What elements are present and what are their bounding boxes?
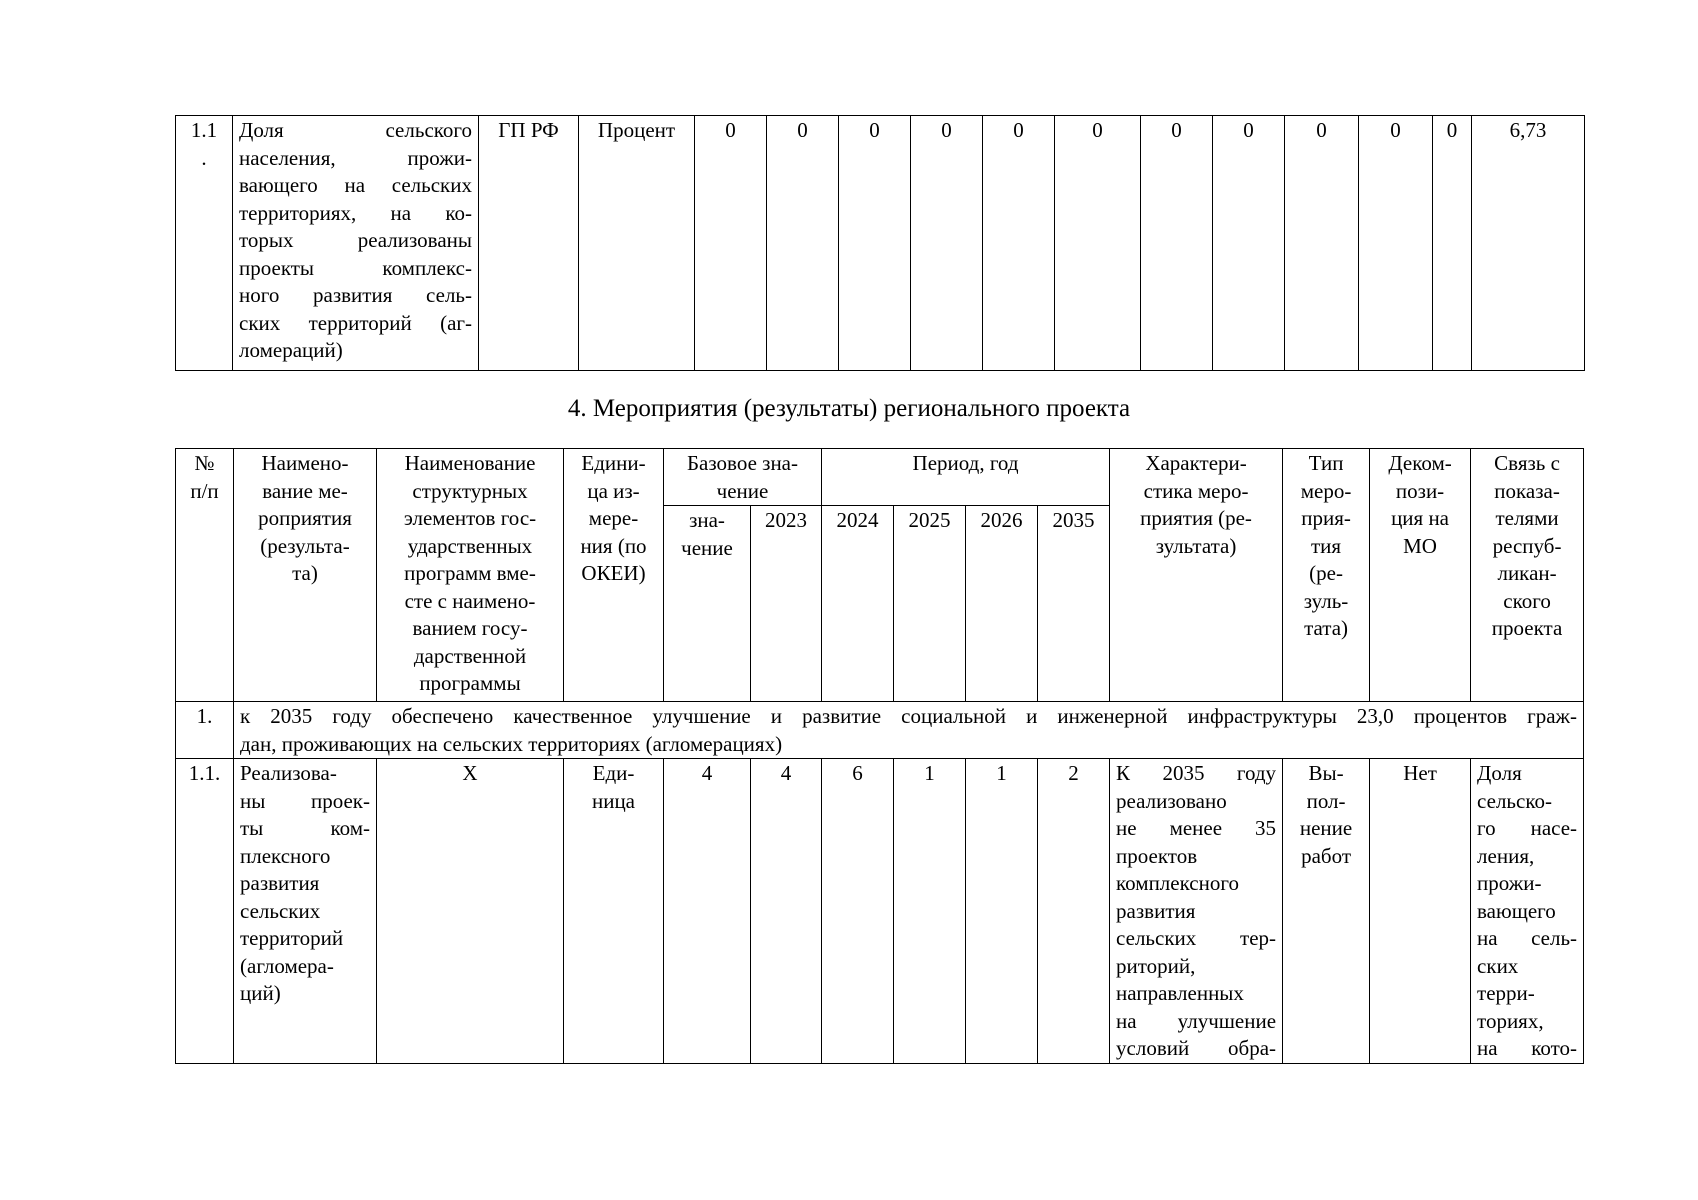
- header-row: [176, 449, 1584, 506]
- activity-structural-elements: Х: [377, 759, 564, 1064]
- indicator-row: [176, 116, 1585, 371]
- text-line: проектов: [1116, 843, 1198, 868]
- text-line: сельско-: [1477, 788, 1552, 813]
- indicator-value: 0: [1285, 116, 1359, 371]
- text-line: ций): [240, 981, 281, 1005]
- indicator-value: 0: [983, 116, 1055, 371]
- activity-number: 1.1.: [176, 759, 234, 1064]
- text-line: ских: [1477, 953, 1519, 978]
- header-link: Связь с показа- телями респуб- ликан- ского проекта: [1471, 449, 1584, 702]
- text-line: ломераций): [239, 338, 343, 362]
- text-line: на сель-: [1477, 926, 1578, 950]
- text-line: Доля: [1477, 761, 1522, 785]
- text-line: вающего: [1477, 898, 1556, 923]
- header-year: 2024: [822, 506, 894, 702]
- text-line: ториях,: [1477, 1008, 1544, 1033]
- header-year: 2026: [966, 506, 1038, 702]
- text-line: комплексного: [1116, 871, 1239, 895]
- text-line: торых реализованы: [239, 228, 472, 252]
- text-line: ления,: [1477, 843, 1535, 868]
- text-line: территориях, на ко-: [239, 200, 472, 225]
- text-line: К 2035 году: [1116, 761, 1277, 785]
- text-line: проекты комплекс-: [239, 255, 472, 280]
- indicator-number: 1.1 .: [176, 116, 233, 371]
- text-line: риторий,: [1116, 953, 1196, 978]
- text-line: Доля сельского: [239, 118, 472, 142]
- activity-type: Вы- пол- нение работ: [1283, 759, 1370, 1064]
- text-line: (агломера-: [240, 953, 334, 978]
- task-text: [234, 702, 1584, 759]
- indicator-last-value: 6,73: [1472, 116, 1585, 371]
- header-activity-name: Наимено- вание ме- роприятия (результа- та): [234, 449, 377, 702]
- task-number: 1.: [176, 702, 234, 759]
- indicator-value: 0: [911, 116, 983, 371]
- text-line: дан, проживающих на сельских территориях (агломерациях): [240, 731, 783, 756]
- text-line: ны проек-: [240, 788, 370, 813]
- text-line: населения, прожи-: [239, 145, 472, 170]
- indicator-value: 0: [695, 116, 767, 371]
- indicator-name: [233, 116, 479, 371]
- indicator-value: 0: [1213, 116, 1285, 371]
- indicator-value: 0: [1433, 116, 1472, 371]
- header-structural-elements: Наименование структурных элементов гос- ударственных программ вме- сте с наимено- ванием госу- дарственной программы: [377, 449, 564, 702]
- text-line: на улучшение: [1116, 1008, 1277, 1033]
- text-line: сельских тер-: [1116, 926, 1277, 950]
- header-type: Тип меро- прия- тия (ре- зуль- тата): [1283, 449, 1370, 702]
- text-line: территорий: [240, 926, 344, 950]
- header-year: 2025: [894, 506, 966, 702]
- text-line: не менее 35: [1116, 816, 1277, 840]
- activities-table: [175, 448, 1584, 1064]
- header-year: 2035: [1038, 506, 1110, 702]
- activity-year-value: 1: [894, 759, 966, 1064]
- indicator-unit: Процент: [579, 116, 695, 371]
- activity-year-value: 6: [822, 759, 894, 1064]
- text-line: Реализова-: [240, 761, 337, 785]
- header-base-value-value: зна- чение: [664, 506, 751, 702]
- activity-link: [1471, 759, 1584, 1064]
- activity-year-value: 1: [966, 759, 1038, 1064]
- indicator-value: 0: [1055, 116, 1141, 371]
- text-line: к 2035 году обеспечено качественное улучшение и развитие социальной и инженерной инфраструктуры 23,0 процентов граж-: [240, 704, 1578, 728]
- indicator-value: 0: [1141, 116, 1213, 371]
- activity-base-value: 4: [664, 759, 751, 1064]
- text-line: терри-: [1477, 981, 1535, 1005]
- header-base-year: 2023: [751, 506, 822, 702]
- text-line: вающего на сельских: [239, 173, 472, 197]
- text-line: на кото-: [1477, 1036, 1578, 1060]
- text-line: прожи-: [1477, 871, 1542, 895]
- activity-unit: Еди- ница: [564, 759, 664, 1064]
- text-line: ного развития сель-: [239, 283, 472, 307]
- text-line: реализовано: [1116, 788, 1227, 813]
- activity-name: [234, 759, 377, 1064]
- header-period: Период, год: [822, 449, 1110, 506]
- header-base-value: Базовое зна- чение: [664, 449, 822, 506]
- header-unit: Едини- ца из- мере- ния (по ОКЕИ): [564, 449, 664, 702]
- text-line: плексного: [240, 843, 331, 868]
- header-characteristic: Характери- стика меро- приятия (ре- зультата): [1110, 449, 1283, 702]
- section-title: 4. Мероприятия (результаты) регионального проекта: [567, 395, 1131, 422]
- indicator-value: 0: [839, 116, 911, 371]
- text-line: сельских: [240, 898, 321, 923]
- text-line: развития: [1116, 898, 1196, 923]
- text-line: развития: [240, 871, 320, 895]
- text-line: го насе-: [1477, 816, 1578, 840]
- task-row: [176, 702, 1584, 759]
- text-line: ских территорий (аг-: [239, 310, 472, 335]
- activity-base-year: 4: [751, 759, 822, 1064]
- indicator-value: 0: [767, 116, 839, 371]
- header-decomposition: Деком- пози- ция на МО: [1370, 449, 1471, 702]
- header-num: № п/п: [176, 449, 234, 702]
- indicator-table: [175, 115, 1585, 371]
- activity-decomposition: Нет: [1370, 759, 1471, 1064]
- activity-year-value: 2: [1038, 759, 1110, 1064]
- text-line: ты ком-: [240, 816, 370, 840]
- text-line: направленных: [1116, 981, 1244, 1005]
- text-line: условий обра-: [1116, 1036, 1277, 1060]
- activity-characteristic: [1110, 759, 1283, 1064]
- indicator-value: 0: [1359, 116, 1433, 371]
- activity-row: [176, 759, 1584, 1064]
- indicator-level: ГП РФ: [479, 116, 579, 371]
